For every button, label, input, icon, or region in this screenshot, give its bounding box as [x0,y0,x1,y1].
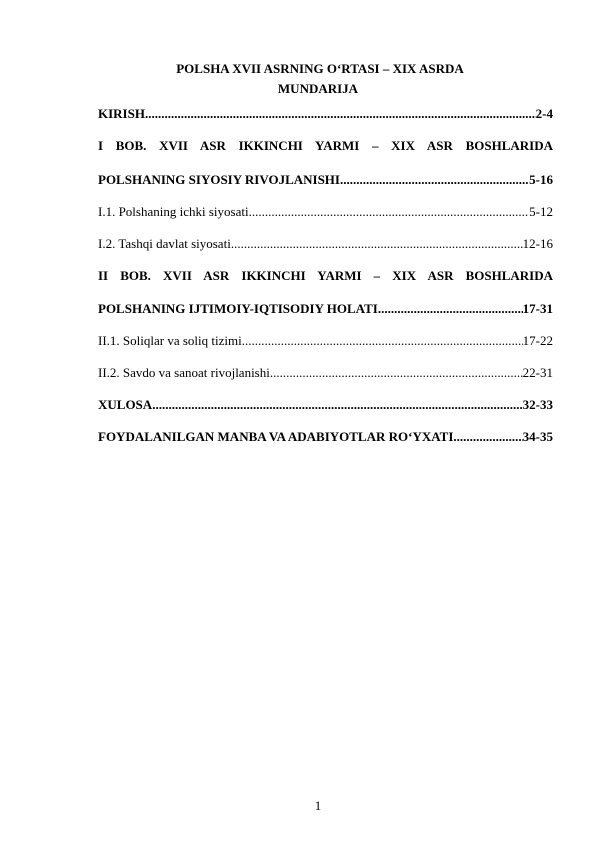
toc-entry-text: KIRISH [98,106,145,121]
toc-entry-page: 5-12 [529,204,553,219]
toc-leader-dots [249,204,530,220]
toc-entry-text: II.2. Savdo va sanoat rivojlanishi [98,365,270,380]
toc-entry-section1-2 [98,236,553,252]
toc-entry-page: 12-16 [522,236,553,251]
toc-entry-chapter1 [98,172,553,188]
toc-heading: MUNDARIJA [277,81,359,96]
toc-leader-dots [270,365,523,381]
toc-entry-page: 34-35 [522,429,553,444]
toc-entry-page: 22-31 [522,365,553,380]
toc-chapter2-title-line1: II BOB. XVII ASR IKKINCHI YARMI – XIX ASR BOSHLARIDA [98,268,553,283]
toc-entry-section2-2 [98,365,553,381]
toc-entry-page: 17-22 [522,333,553,348]
document-title: POLSHA XVII ASRNING O‘RTASI – XIX ASRDA [176,61,464,76]
toc-chapter1-title-line1: I BOB. XVII ASR IKKINCHI YARMI – XIX ASR BOSHLARIDA [98,138,553,153]
toc-leader-dots [152,397,522,413]
toc-leader-dots [340,172,529,188]
toc-entry-xulosa [98,397,553,413]
toc-entry-text: POLSHANING SIYOSIY RIVOJLANISHI [98,172,340,187]
toc-entry-page: 2-4 [535,106,553,121]
toc-entry-text: POLSHANING IJTIMOIY-IQTISODIY HOLATI [98,301,378,316]
toc-entry-text: I.2. Tashqi davlat siyosati [98,236,231,251]
toc-entry-text: I.1. Polshaning ichki siyosati [98,204,249,219]
toc-entry-section1-1 [98,204,553,220]
toc-leader-dots [453,429,522,445]
toc-entry-sources [98,429,553,445]
toc-entry-kirish [98,106,553,122]
toc-leader-dots [242,333,523,349]
toc-entry-page: 32-33 [522,397,553,412]
toc-entry-text: XULOSA [98,397,153,412]
page-number: 1 [314,798,322,813]
toc-entry-text: FOYDALANILGAN MANBA VA ADABIYOTLAR RO‘YXATI [98,429,454,444]
toc-entry-chapter2 [98,301,553,317]
toc-entry-section2-1 [98,333,553,349]
toc-leader-dots [231,236,523,252]
toc-leader-dots [378,301,523,317]
toc-leader-dots [145,106,536,122]
toc-entry-text: II.1. Soliqlar va soliq tizimi [98,333,242,348]
toc-entry-page: 17-31 [522,301,553,316]
toc-entry-page: 5-16 [529,172,553,187]
